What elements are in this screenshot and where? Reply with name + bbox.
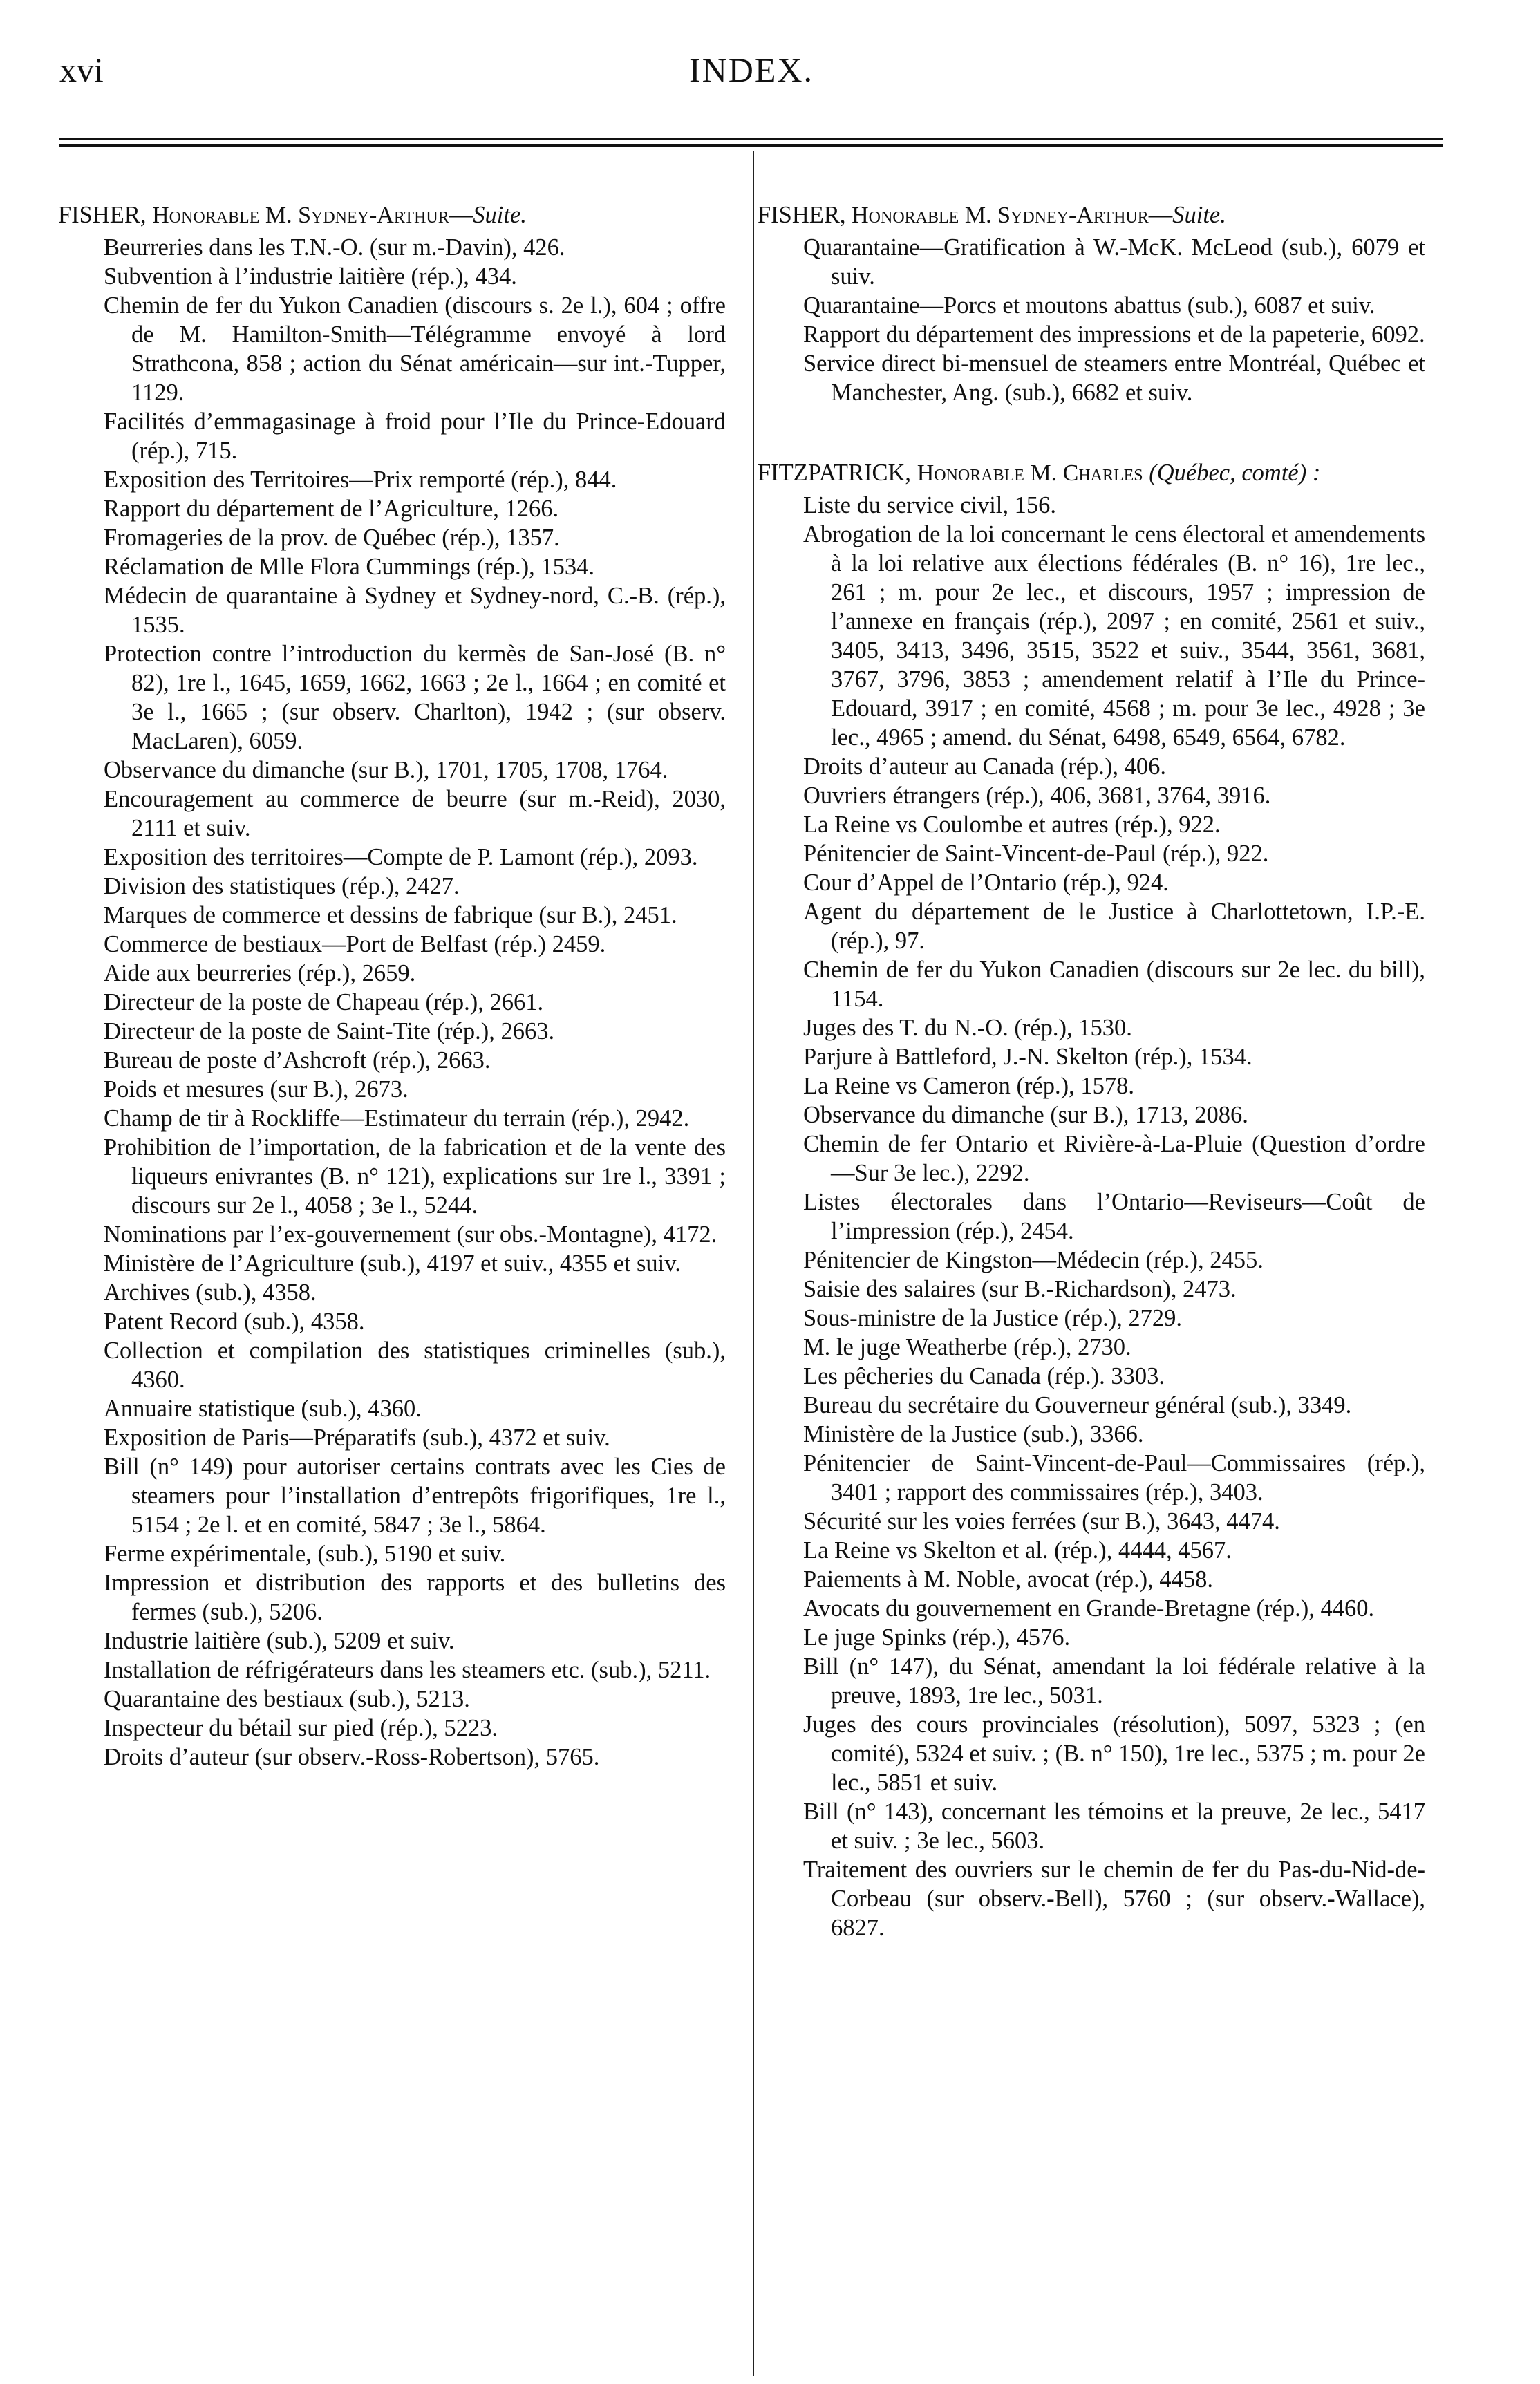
left-column bbox=[58, 176, 726, 1772]
index-entry: Protection contre l’introduction du kermès de San-José (B. n° 82), 1re l., 1645, 1659, 1662, 1663 ; 2e l., 1664 ; en comité et 3e l., 1665 ; (sur observ. Charlton), 1942 ; (sur observ. MacLaren), 6059. bbox=[104, 640, 726, 754]
index-entry: La Reine vs Coulombe et autres (rép.), 922. bbox=[803, 811, 1221, 838]
heading-suite: Suite. bbox=[1172, 201, 1226, 228]
index-entry: Exposition des territoires—Compte de P. Lamont (rép.), 2093. bbox=[104, 843, 698, 870]
index-entry: Ministère de la Justice (sub.), 3366. bbox=[803, 1421, 1144, 1447]
heading-suite: Suite. bbox=[473, 201, 527, 228]
index-entry: Juges des cours provinciales (résolution), 5097, 5323 ; (en comité), 5324 et suiv. ; (B. n° 150), 1re lec., 5375 ; m. pour 2e lec., 5851 et suiv. bbox=[803, 1711, 1425, 1796]
index-entry: Marques de commerce et dessins de fabrique (sur B.), 2451. bbox=[104, 901, 677, 928]
index-entry: Encouragement au commerce de beurre (sur m.-Reid), 2030, 2111 et suiv. bbox=[104, 785, 726, 841]
section-gap bbox=[803, 407, 1425, 435]
index-entry: Fromageries de la prov. de Québec (rép.), 1357. bbox=[104, 524, 560, 551]
index-entry: Abrogation de la loi concernant le cens électoral et amendements à la loi relative aux élections fédérales (B. n° 16), 1re lec., 261 ; m. pour 2e lec., et discours, 1957 ; impression de l’annexe en français (rép.), 2097 ; en comité, 2561 et suiv., 3405, 3413, 3496, 3515, 3522 et suiv., 3544, 3561, 3681, 3767, 3796, 3853 ; amendement relatif à l’Ile du Prince-Edouard, 3917 ; en comité, 4568 ; m. pour 3e lec., 4928 ; 3e lec., 4965 ; amend. du Sénat, 6498, 6549, 6564, 6782. bbox=[803, 521, 1425, 751]
index-entry: Sous-ministre de la Justice (rép.), 2729. bbox=[803, 1305, 1183, 1331]
index-entry: Observance du dimanche (sur B.), 1713, 2086. bbox=[803, 1102, 1248, 1128]
index-entry: Prohibition de l’importation, de la fabrication et de la vente des liqueurs enivrantes (B. n° 121), explications sur 1re l., 3391 ; discours sur 2e l., 4058 ; 3e l., 5244. bbox=[104, 1134, 726, 1219]
index-entry: Pénitencier de Saint-Vincent-de-Paul—Commissaires (rép.), 3401 ; rapport des commissaires (rép.), 3403. bbox=[803, 1450, 1425, 1505]
heading-title: Honorable M. Sydney-Arthur bbox=[152, 202, 449, 228]
heading-riding: (Québec, comté) : bbox=[1149, 460, 1321, 486]
index-entry: Pénitencier de Kingston—Médecin (rép.), 2455. bbox=[803, 1247, 1264, 1273]
index-entry: Ouvriers étrangers (rép.), 406, 3681, 3764, 3916. bbox=[803, 782, 1271, 809]
index-entry: Saisie des salaires (sur B.-Richardson), 2473. bbox=[803, 1276, 1237, 1302]
column-divider bbox=[753, 151, 754, 2376]
index-entry: Subvention à l’industrie laitière (rép.), 434. bbox=[104, 263, 517, 290]
right-entry-list bbox=[803, 233, 1425, 407]
index-entry: Liste du service civil, 156. bbox=[803, 492, 1056, 518]
left-entry-list bbox=[104, 233, 726, 1772]
index-entry: Le juge Spinks (rép.), 4576. bbox=[803, 1624, 1071, 1651]
index-entry: Collection et compilation des statistiques criminelles (sub.), 4360. bbox=[104, 1337, 726, 1393]
index-entry: Chemin de fer Ontario et Rivière-à-La-Pluie (Question d’ordre—Sur 3e lec.), 2292. bbox=[803, 1131, 1425, 1186]
index-entry: Chemin de fer du Yukon Canadien (discours s. 2e l.), 604 ; offre de M. Hamilton-Smith—Télégramme envoyé à lord Strathcona, 858 ; action du Sénat américain—sur int.-Tupper, 1129. bbox=[104, 292, 726, 406]
index-entry: Patent Record (sub.), 4358. bbox=[104, 1308, 365, 1335]
index-entry: Division des statistiques (rép.), 2427. bbox=[104, 872, 460, 899]
index-entry: Installation de réfrigérateurs dans les steamers etc. (sub.), 5211. bbox=[104, 1656, 711, 1683]
right-column bbox=[758, 176, 1425, 1942]
index-entry: Juges des T. du N.-O. (rép.), 1530. bbox=[803, 1015, 1132, 1041]
index-entry: Aide aux beurreries (rép.), 2659. bbox=[104, 959, 416, 986]
index-entry: Ministère de l’Agriculture (sub.), 4197 et suiv., 4355 et suiv. bbox=[104, 1250, 681, 1277]
right-entry-list-2 bbox=[803, 491, 1425, 1942]
index-entry: Quarantaine des bestiaux (sub.), 5213. bbox=[104, 1685, 470, 1712]
index-entry: La Reine vs Cameron (rép.), 1578. bbox=[803, 1073, 1135, 1099]
index-entry: Industrie laitière (sub.), 5209 et suiv. bbox=[104, 1627, 455, 1654]
index-entry: Annuaire statistique (sub.), 4360. bbox=[104, 1395, 422, 1422]
index-entry: Exposition des Territoires—Prix remporté (rép.), 844. bbox=[104, 466, 617, 493]
index-entry: Quarantaine—Porcs et moutons abattus (sub.), 6087 et suiv. bbox=[803, 292, 1375, 319]
index-entry: Bill (n° 149) pour autoriser certains contrats avec les Cies de steamers pour l’installation d’entrepôts frigorifiques, 1re l., 5154 ; 2e l. et en comité, 5847 ; 3e l., 5864. bbox=[104, 1453, 726, 1538]
index-entry: Cour d’Appel de l’Ontario (rép.), 924. bbox=[803, 870, 1169, 896]
index-entry: Directeur de la poste de Chapeau (rép.), 2661. bbox=[104, 988, 544, 1015]
index-entry: Bureau du secrétaire du Gouverneur général (sub.), 3349. bbox=[803, 1392, 1352, 1418]
entry-heading: FISHER, Honorable M. Sydney-Arthur—Suite. bbox=[58, 201, 527, 228]
index-entry: Quarantaine—Gratification à W.-McK. McLeod (sub.), 6079 et suiv. bbox=[803, 234, 1425, 290]
index-entry: Rapport du département de l’Agriculture, 1266. bbox=[104, 495, 559, 522]
index-entry: Impression et distribution des rapports et des bulletins des fermes (sub.), 5206. bbox=[104, 1569, 726, 1625]
index-entry: Poids et mesures (sur B.), 2673. bbox=[104, 1076, 409, 1102]
index-entry: Ferme expérimentale, (sub.), 5190 et suiv. bbox=[104, 1540, 506, 1567]
index-entry: M. le juge Weatherbe (rép.), 2730. bbox=[803, 1334, 1131, 1360]
index-entry: Agent du département de le Justice à Charlottetown, I.P.-E. (rép.), 97. bbox=[803, 899, 1425, 954]
page-number: xvi bbox=[59, 50, 104, 89]
index-entry: Droits d’auteur (sur observ.-Ross-Robertson), 5765. bbox=[104, 1743, 600, 1770]
heading-name: FISHER, bbox=[58, 201, 147, 228]
running-title: INDEX. bbox=[688, 50, 814, 89]
index-entry: Chemin de fer du Yukon Canadien (discours sur 2e lec. du bill), 1154. bbox=[803, 957, 1425, 1012]
index-entry: Réclamation de Mlle Flora Cummings (rép.), 1534. bbox=[104, 553, 594, 580]
index-entry: Beurreries dans les T.N.-O. (sur m.-Davin), 426. bbox=[104, 234, 565, 261]
index-entry: Nominations par l’ex-gouvernement (sur obs.-Montagne), 4172. bbox=[104, 1221, 717, 1248]
header-rule-thick bbox=[59, 144, 1443, 147]
index-entry: Paiements à M. Noble, avocat (rép.), 4458. bbox=[803, 1566, 1214, 1593]
index-entry: Exposition de Paris—Préparatifs (sub.), 4372 et suiv. bbox=[104, 1424, 610, 1451]
index-entry: Médecin de quarantaine à Sydney et Sydney-nord, C.-B. (rép.), 1535. bbox=[104, 582, 726, 638]
index-entry: Avocats du gouvernement en Grande-Bretagne (rép.), 4460. bbox=[803, 1595, 1375, 1622]
index-entry: Listes électorales dans l’Ontario—Reviseurs—Coût de l’impression (rép.), 2454. bbox=[803, 1189, 1425, 1244]
heading-title: Honorable M. Charles bbox=[917, 460, 1143, 486]
index-entry: Traitement des ouvriers sur le chemin de fer du Pas-du-Nid-de-Corbeau (sur observ.-Bell), 5760 ; (sur observ.-Wallace), 6827. bbox=[803, 1857, 1425, 1941]
index-entry: Sécurité sur les voies ferrées (sur B.), 3643, 4474. bbox=[803, 1508, 1280, 1534]
index-entry: Service direct bi-mensuel de steamers entre Montréal, Québec et Manchester, Ang. (sub.), 6682 et suiv. bbox=[803, 350, 1425, 406]
index-entry: Bill (n° 147), du Sénat, amendant la loi fédérale relative à la preuve, 1893, 1re lec., 5031. bbox=[803, 1653, 1425, 1709]
index-entry: Les pêcheries du Canada (rép.). 3303. bbox=[803, 1363, 1165, 1389]
index-entry: Facilités d’emmagasinage à froid pour l’Ile du Prince-Edouard (rép.), 715. bbox=[104, 408, 726, 464]
entry-heading-fitzpatrick bbox=[758, 458, 1425, 488]
index-entry: Bill (n° 143), concernant les témoins et la preuve, 2e lec., 5417 et suiv. ; 3e lec., 5603. bbox=[803, 1799, 1425, 1854]
index-entry: Observance du dimanche (sur B.), 1701, 1705, 1708, 1764. bbox=[104, 756, 668, 783]
index-entry: La Reine vs Skelton et al. (rép.), 4444, 4567. bbox=[803, 1537, 1232, 1564]
heading-name: FISHER, bbox=[758, 201, 846, 228]
index-entry: Parjure à Battleford, J.-N. Skelton (rép.), 1534. bbox=[803, 1044, 1252, 1070]
header-rule-thin bbox=[59, 138, 1443, 140]
index-entry: Commerce de bestiaux—Port de Belfast (rép.) 2459. bbox=[104, 930, 606, 957]
heading-title: Honorable M. Sydney-Arthur bbox=[852, 202, 1149, 228]
index-entry: Directeur de la poste de Saint-Tite (rép.), 2663. bbox=[104, 1017, 555, 1044]
heading-name: FITZPATRICK, bbox=[758, 460, 912, 486]
index-entry: Inspecteur du bétail sur pied (rép.), 5223. bbox=[104, 1714, 498, 1741]
index-entry: Droits d’auteur au Canada (rép.), 406. bbox=[803, 753, 1166, 780]
page-header bbox=[59, 50, 1443, 105]
entry-heading: FISHER, Honorable M. Sydney-Arthur—Suite. bbox=[758, 201, 1226, 228]
index-entry: Pénitencier de Saint-Vincent-de-Paul (rép.), 922. bbox=[803, 841, 1269, 867]
index-entry: Bureau de poste d’Ashcroft (rép.), 2663. bbox=[104, 1046, 491, 1073]
index-entry: Archives (sub.), 4358. bbox=[104, 1279, 317, 1306]
index-entry: Champ de tir à Rockliffe—Estimateur du terrain (rép.), 2942. bbox=[104, 1105, 690, 1132]
index-entry: Rapport du département des impressions et de la papeterie, 6092. bbox=[803, 321, 1425, 348]
